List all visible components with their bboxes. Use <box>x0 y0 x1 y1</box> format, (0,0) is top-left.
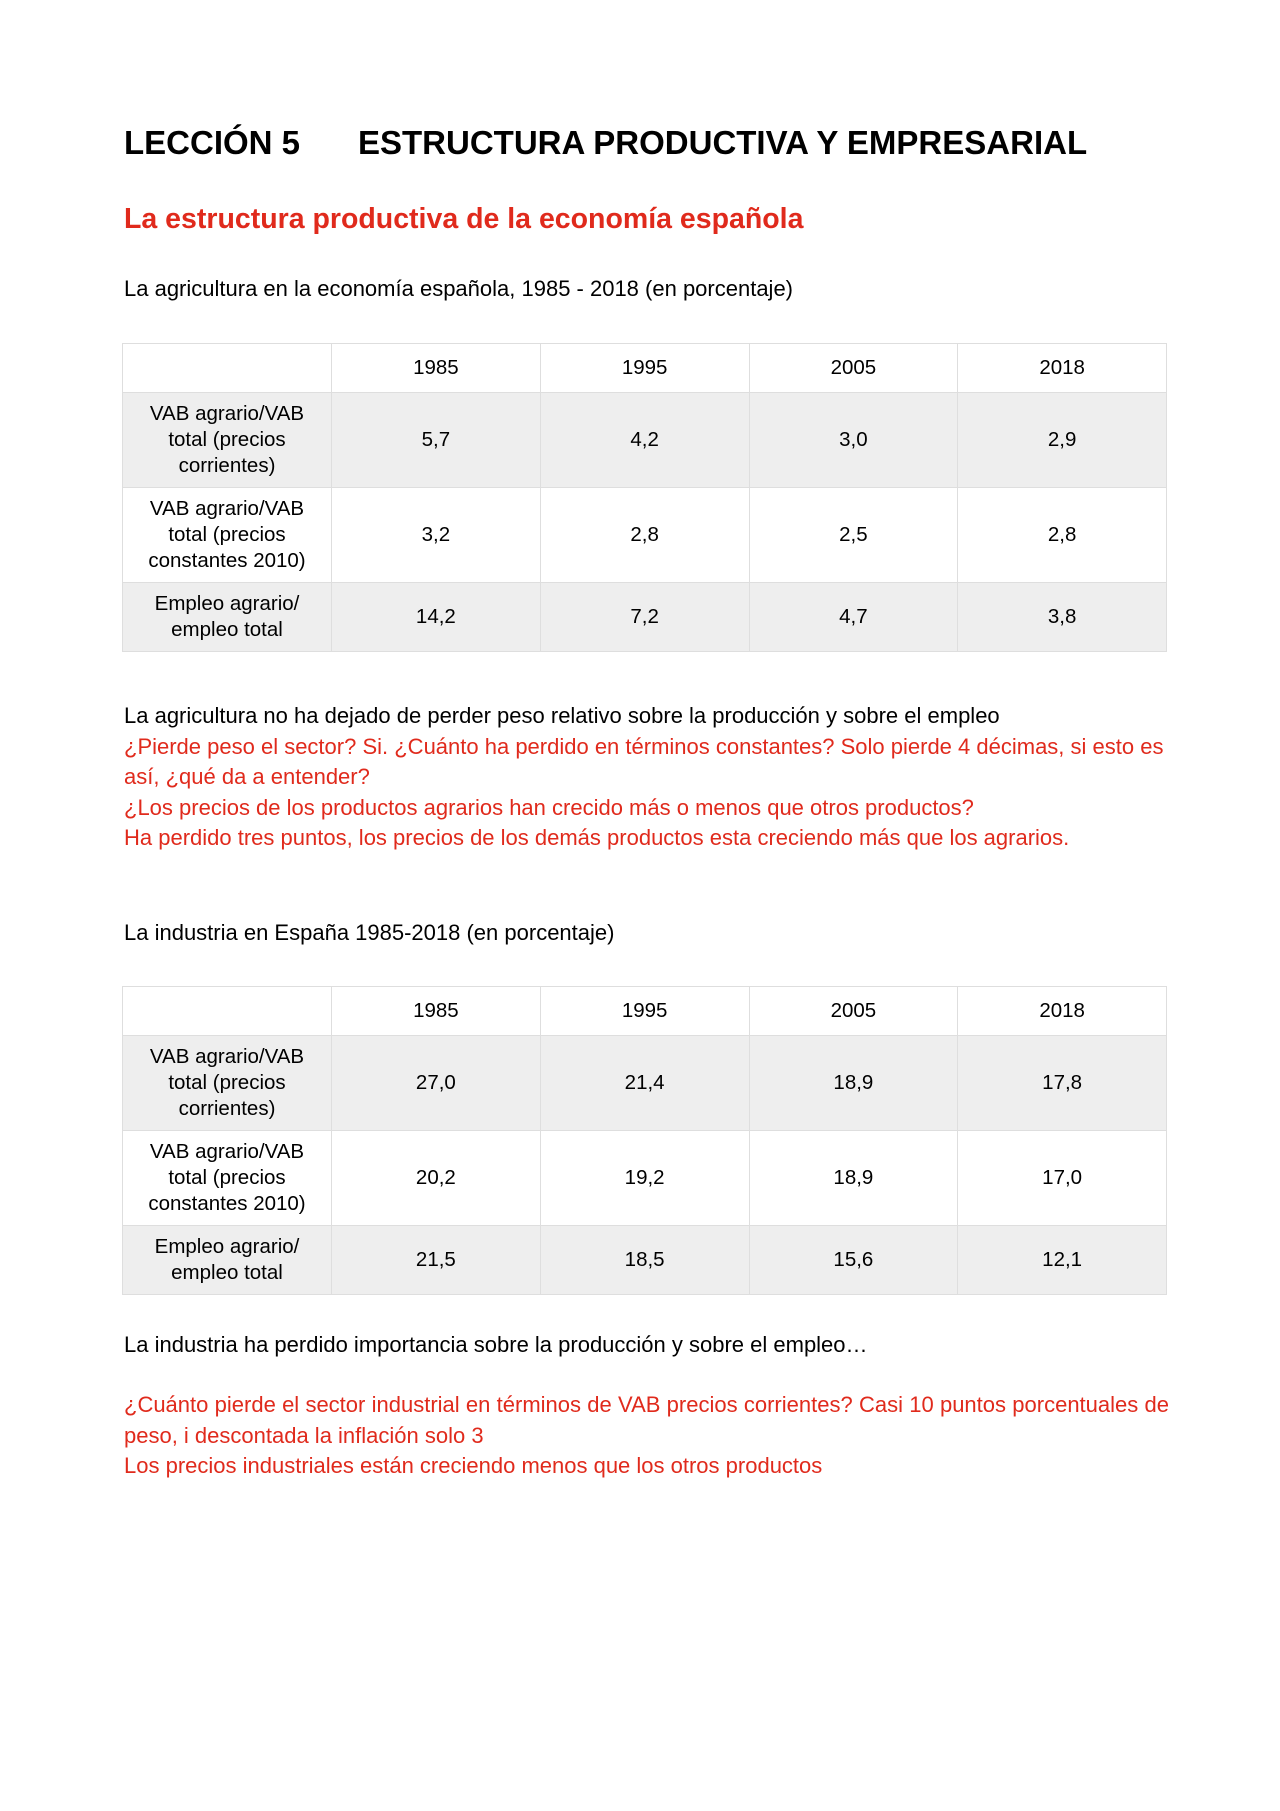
header-cell: 1995 <box>540 987 749 1036</box>
table-cell: 3,0 <box>749 393 958 488</box>
industry-note: Los precios industriales están creciendo menos que los otros productos <box>124 1453 823 1478</box>
table-cell: 20,2 <box>332 1131 541 1226</box>
table-cell: 17,8 <box>958 1036 1167 1131</box>
table-cell: 21,5 <box>332 1226 541 1295</box>
row-label: VAB agrario/VAB total (precios constantes 2010) <box>123 1131 332 1226</box>
industry-summary-text: La industria ha perdido importancia sobre la producción y sobre el empleo… <box>124 1332 868 1357</box>
table-cell: 3,8 <box>958 583 1167 652</box>
agri-note: ¿Los precios de los productos agrarios han crecido más o menos que otros productos? <box>124 794 974 820</box>
agri-summary: La agricultura no ha dejado de perder peso relativo sobre la producción y sobre el empleo <box>124 703 1000 728</box>
table-cell: 17,0 <box>958 1131 1167 1226</box>
table-cell: 3,2 <box>332 488 541 583</box>
header-cell: 2005 <box>749 344 958 393</box>
table-row <box>123 583 1167 652</box>
table-cell: 2,5 <box>749 488 958 583</box>
table-cell: 15,6 <box>749 1226 958 1295</box>
table-cell: 18,9 <box>749 1131 958 1226</box>
lesson-title: ESTRUCTURA PRODUCTIVA Y EMPRESARIAL <box>358 124 1088 161</box>
table-cell: 21,4 <box>540 1036 749 1131</box>
header-cell: 2018 <box>958 344 1167 393</box>
table-row <box>123 1036 1167 1131</box>
header-cell: 1995 <box>540 344 749 393</box>
table-cell: 12,1 <box>958 1226 1167 1295</box>
table-cell: 18,5 <box>540 1226 749 1295</box>
agri-commentary <box>124 701 1169 854</box>
header-cell: 1985 <box>332 344 541 393</box>
row-label: VAB agrario/VAB total (precios constantes 2010) <box>123 488 332 583</box>
table-cell: 5,7 <box>332 393 541 488</box>
agri-table-header-row <box>123 344 1167 393</box>
table-cell: 4,7 <box>749 583 958 652</box>
table-row <box>123 1131 1167 1226</box>
agri-table-caption: La agricultura en la economía española, 1985 - 2018 (en porcentaje) <box>124 276 794 301</box>
agri-note: Ha perdido tres puntos, los precios de los demás productos esta creciendo más que los agrarios. <box>124 825 1070 850</box>
table-cell: 2,8 <box>540 488 749 583</box>
industry-summary <box>124 1330 1169 1361</box>
row-label: VAB agrario/VAB total (precios corrientes) <box>123 1036 332 1131</box>
industry-table-header-row <box>123 987 1167 1036</box>
table-cell: 2,8 <box>958 488 1167 583</box>
table-cell: 4,2 <box>540 393 749 488</box>
header-cell <box>123 344 332 393</box>
header-cell: 2018 <box>958 987 1167 1036</box>
table-cell: 27,0 <box>332 1036 541 1131</box>
table-row <box>123 1226 1167 1295</box>
header-cell: 2005 <box>749 987 958 1036</box>
lesson-heading <box>124 124 1087 162</box>
row-label: Empleo agrario/ empleo total <box>123 583 332 652</box>
header-cell: 1985 <box>332 987 541 1036</box>
agri-note: ¿Pierde peso el sector? Si. ¿Cuánto ha perdido en términos constantes? Solo pierde 4 décimas, si esto es así, ¿qué da a entender? <box>124 733 1164 789</box>
industry-note: ¿Cuánto pierde el sector industrial en términos de VAB precios corrientes? Casi 10 puntos porcentuales de peso, i descontada la inflación solo 3 <box>124 1392 1169 1448</box>
industry-commentary <box>124 1390 1169 1482</box>
industry-table <box>122 986 1167 1295</box>
table-cell: 14,2 <box>332 583 541 652</box>
lesson-number: LECCIÓN 5 <box>124 124 301 161</box>
section-subheading: La estructura productiva de la economía española <box>124 203 804 235</box>
table-row <box>123 488 1167 583</box>
header-cell <box>123 987 332 1036</box>
table-cell: 19,2 <box>540 1131 749 1226</box>
table-cell: 7,2 <box>540 583 749 652</box>
row-label: VAB agrario/VAB total (precios corrientes) <box>123 393 332 488</box>
table-cell: 18,9 <box>749 1036 958 1131</box>
table-cell: 2,9 <box>958 393 1167 488</box>
row-label: Empleo agrario/ empleo total <box>123 1226 332 1295</box>
table-row <box>123 393 1167 488</box>
agri-table <box>122 343 1167 652</box>
industry-table-caption: La industria en España 1985-2018 (en porcentaje) <box>124 920 615 945</box>
